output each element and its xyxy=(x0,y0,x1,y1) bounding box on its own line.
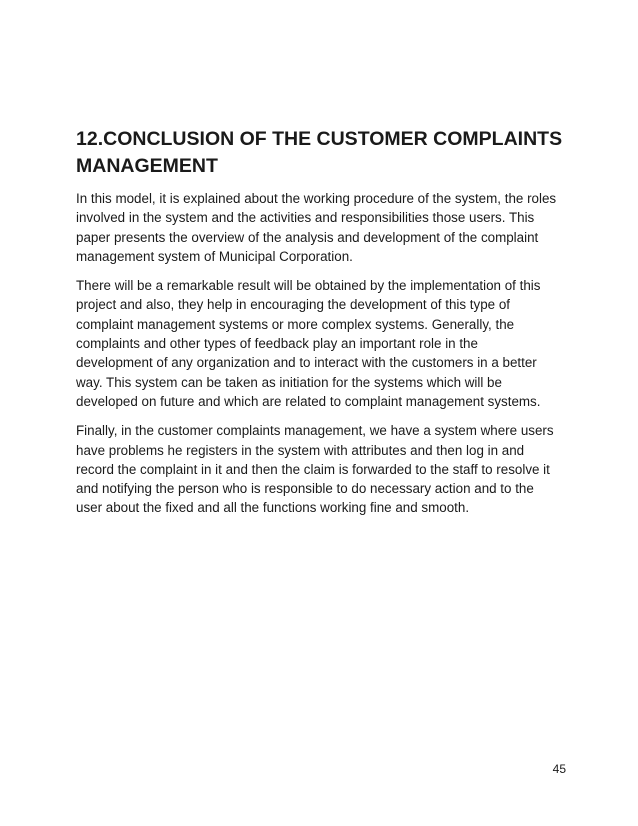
paragraph-line: In this model, it is explained about the working procedure of the system, the roles xyxy=(76,191,557,206)
paragraph-line: management system of Municipal Corporation. xyxy=(76,248,353,264)
paragraph-line: There will be a remarkable result will be obtained by the implementation of this xyxy=(76,278,541,294)
paragraph-results xyxy=(76,276,571,411)
paragraph-line: record the complaint in it and then the claim is forwarded to the staff to resolve it xyxy=(76,461,550,477)
paragraph-line: have problems he registers in the system with attributes and then log in and xyxy=(76,442,525,458)
paragraph-line: involved in the system and the activities and responsibilities those users. This xyxy=(76,210,535,226)
page-number: 45 xyxy=(552,762,566,776)
paragraph-intro xyxy=(76,189,571,266)
paragraph-line: and notifying the person who is responsible to do necessary action and to the xyxy=(76,481,534,497)
heading-line: MANAGEMENT xyxy=(76,155,218,177)
body-text xyxy=(76,189,571,528)
paragraph-line: Finally, in the customer complaints management, we have a system where users xyxy=(76,423,554,439)
paragraph-line: project and also, they help in encouraging the development of this type of xyxy=(76,297,510,313)
paragraph-line: developed on future and which are related to complaint management systems. xyxy=(76,393,541,409)
heading-line: 12.CONCLUSION OF THE CUSTOMER COMPLAINTS xyxy=(76,128,563,150)
section-heading xyxy=(76,126,566,180)
paragraph-line: way. This system can be taken as initiation for the systems which will be xyxy=(76,374,502,390)
paragraph-line: user about the fixed and all the functions working fine and smooth. xyxy=(76,500,470,516)
paragraph-line: development of any organization and to interact with the customers in a better xyxy=(76,355,537,371)
paragraph-final xyxy=(76,421,571,517)
paragraph-line: paper presents the overview of the analysis and development of the complaint xyxy=(76,229,539,245)
paragraph-line: complaint management systems or more complex systems. Generally, the xyxy=(76,316,515,332)
paragraph-line: complaints and other types of feedback play an important role in the xyxy=(76,336,478,352)
